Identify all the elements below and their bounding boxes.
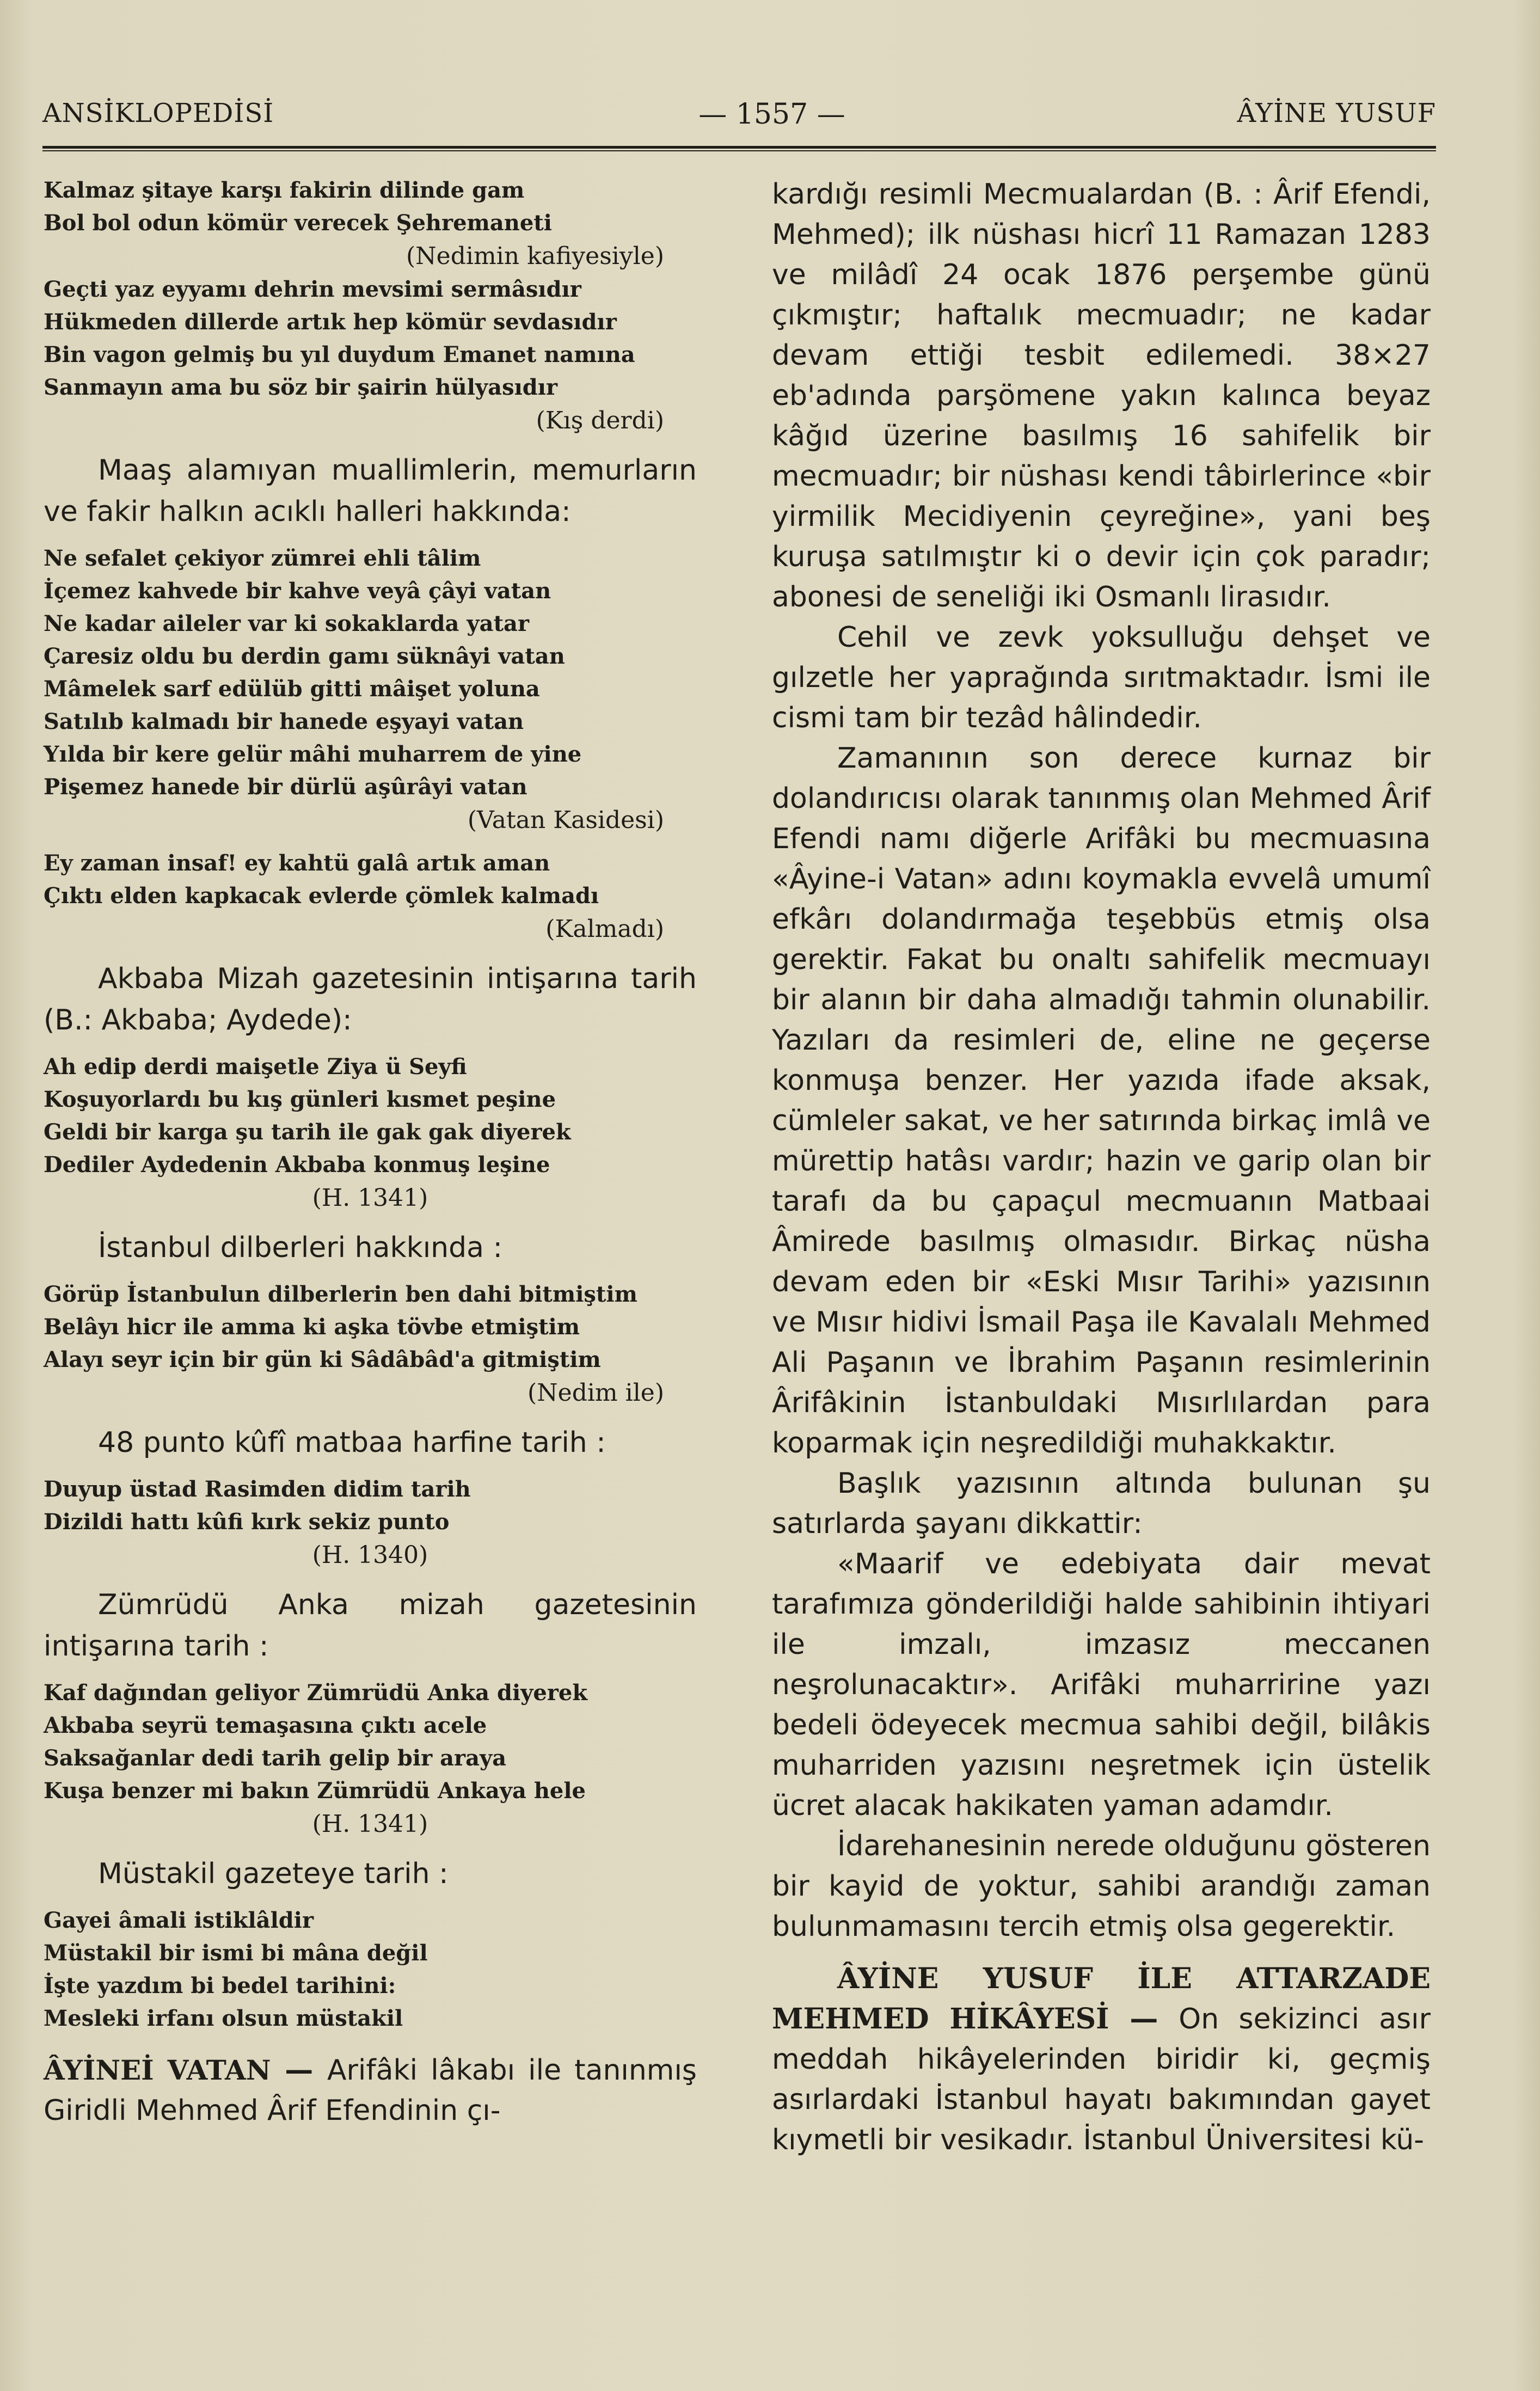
header-entry: ÂYİNE YUSUF <box>1237 98 1436 128</box>
page-header <box>42 93 1436 142</box>
verse-attribution: (Kalmadı) <box>545 915 664 943</box>
verse-line: Ey zaman insaf! ey kahtü galâ artık aman <box>44 850 550 876</box>
verse-attribution: (Nedimin kafiyesiyle) <box>406 242 664 270</box>
verse-line: Belâyı hicr ile amma ki aşka tövbe etmiştim <box>44 1314 580 1340</box>
paragraph: Cehil ve zevk yoksulluğu dehşet ve gılzetle her yaprağında sırıtmaktadır. İsmi ile cismi tam bir tezâd hâlindedir. <box>772 621 1431 734</box>
entry-heading: ÂYİNE YUSUF İLE ATTARZADE MEHMED HİKÂYESİ <box>772 1962 1431 2036</box>
verse-line: Kuşa benzer mi bakın Zümrüdü Ankaya hele <box>44 1778 586 1804</box>
verse-line: Çaresiz oldu bu derdin gamı süknâyi vatan <box>44 643 565 669</box>
verse-line: İşte yazdım bi bedel tarihini: <box>44 1973 396 1998</box>
verse-attribution: (Vatan Kasidesi) <box>467 806 664 834</box>
entry-dash: — <box>1109 2003 1179 2036</box>
verse-line: Ne kadar aileler var ki sokaklarda yatar <box>44 611 530 636</box>
verse-line: Alayı seyr için bir gün ki Sâdâbâd'a gitmiştim <box>44 1347 601 1372</box>
verse-block <box>44 273 697 438</box>
verse-attribution: (H. 1341) <box>312 1810 428 1838</box>
entry-ayine-yusuf <box>772 1959 1431 2160</box>
verse-attribution: (H. 1341) <box>312 1184 428 1212</box>
verse-line: Pişemez hanede bir dürlü aşûrâyi vatan <box>44 774 527 800</box>
verse-line: Ne sefalet çekiyor zümrei ehli tâlim <box>44 545 481 571</box>
verse-line: İçemez kahvede bir kahve veyâ çâyi vatan <box>44 578 551 604</box>
verse-block <box>44 1677 697 1841</box>
verse-line: Saksağanlar dedi tarih gelip bir araya <box>44 1745 507 1771</box>
verse-line: Hükmeden dillerde artık hep kömür sevdasıdır <box>44 309 617 335</box>
verse-block <box>44 542 697 837</box>
verse-line: Geldi bir karga şu tarih ile gak gak diyerek <box>44 1119 571 1145</box>
verse-line: Yılda bir kere gelür mâhi muharrem de yine <box>44 741 582 767</box>
section-intro: Müstakil gazeteye tarih : <box>98 1857 449 1890</box>
verse-line: Ah edip derdi maişetle Ziya ü Seyfi <box>44 1054 467 1080</box>
verse-line: Dediler Aydedenin Akbaba konmuş leşine <box>44 1152 550 1178</box>
left-column <box>44 174 697 2131</box>
verse-line: Akbaba seyrü temaşasına çıktı acele <box>44 1713 487 1738</box>
verse-line: Mâmelek sarf edülüb gitti mâişet yoluna <box>44 676 540 702</box>
verse-line: Dizildi hattı kûfi kırk sekiz punto <box>44 1509 450 1535</box>
verse-line: Geçti yaz eyyamı dehrin mevsimi sermâsıdır <box>44 277 581 302</box>
verse-block <box>44 1473 697 1572</box>
verse-line: Mesleki irfanı olsun müstakil <box>44 2006 403 2031</box>
verse-line: Bin vagon gelmiş bu yıl duydum Emanet namına <box>44 342 635 367</box>
verse-block <box>44 847 697 946</box>
paragraph: «Maarif ve edebiyata dair mevat tarafımıza gönderildiği halde sahibinin ihtiyari ile imzalı, imzasız meccanen neşrolunacaktır». Arifâki muharririne yazı bedeli ödeyecek mecmua sahibi değil, bilâkis muharriden yazısını neşretmek için üstelik ücret alacak hakikaten yaman adamdır. <box>772 1548 1431 1822</box>
verse-attribution: (Kış derdi) <box>536 407 664 434</box>
header-encyclopedia: ANSİKLOPEDİSİ <box>42 98 274 128</box>
page-number: — 1557 — <box>698 98 845 131</box>
section-intro: Akbaba Mizah gazetesinin intişarına tarih (B.: Akbaba; Aydede): <box>44 962 697 1037</box>
entry-dash: — <box>271 2054 327 2087</box>
verse-attribution: (H. 1340) <box>312 1541 428 1569</box>
verse-block <box>44 1051 697 1215</box>
paragraph: İdarehanesinin nerede olduğunu gösteren bir kayid de yoktur, sahibi arandığı zaman bulunmamasını tercih etmiş olsa gegerektir. <box>772 1830 1431 1943</box>
paragraph: Zamanının son derece kurnaz bir dolandırıcısı olarak tanınmış olan Mehmed Ârif Efendi namı diğerle Arifâki bu mecmuasına «Âyine-i Vatan» adını koymakla evvelâ umumî efkârı dolandırmağa teşebbüs etmiş olsa gerektir. Fakat bu onaltı sahifelik mecmuayı bir alanın bir daha almadığı tahmin olunabilir. Yazıları da resimleri de, eline ne geçerse konmuşa benzer. Her yazıda ifade aksak, cümleler sakat, ve her satırında birkaç imlâ ve mürettip hatâsı vardır; hazin ve garip olan bir tarafı da bu çapaçul mecmuanın Matbaai Âmirede basılmış olmasıdır. Birkaç nüsha devam eden bir «Eski Mısır Tarihi» yazısının ve Mısır hidivi İsmail Paşa ile Kavalalı Mehmed Ali Paşanın ve İbrahim Paşanın resimlerinin Ârifâkinin İstanbuldaki Mısırlılardan para koparmak için neşredildiği muhakkaktır. <box>772 742 1431 1460</box>
verse-attribution: (Nedim ile) <box>527 1379 664 1407</box>
entry-heading: ÂYİNEİ VATAN <box>44 2054 271 2086</box>
right-column <box>772 174 1431 2160</box>
verse-block <box>44 1904 697 2035</box>
entry-ayinei-vatan <box>44 2050 697 2131</box>
section-intro: İstanbul dilberleri hakkında : <box>98 1231 503 1264</box>
verse-line: Görüp İstanbulun dilberlerin ben dahi bitmiştim <box>44 1282 637 1307</box>
verse-line: Müstakil bir ismi bi mâna değil <box>44 1940 428 1966</box>
verse-line: Gayei âmali istiklâldir <box>44 1908 314 1933</box>
verse-block <box>44 174 697 273</box>
entry-text: Arifâki lâkabı ile tanınmış Giridli Mehmed Ârif Efendinin çı- <box>44 2054 697 2127</box>
verse-line: Bol bol odun kömür verecek Şehremaneti <box>44 210 552 236</box>
entry-text: On sekizinci asır meddah hikâyelerinden biridir ki, geçmiş asırlardaki İstanbul hayatı bakımından gayet kıymetli bir vesikadır. İstanbul Üniversitesi kü- <box>772 2003 1431 2156</box>
section-intro: Maaş alamıyan muallimlerin, memurların ve fakir halkın acıklı halleri hakkında: <box>44 454 697 528</box>
verse-line: Satılıb kalmadı bir hanede eşyayi vatan <box>44 709 524 734</box>
verse-line: Sanmayın ama bu söz bir şairin hülyasıdır <box>44 375 558 400</box>
verse-line: Kaf dağından geliyor Zümrüdü Anka diyerek <box>44 1680 588 1706</box>
verse-line: Koşuyorlardı bu kış günleri kısmet peşine <box>44 1087 556 1112</box>
header-rule <box>42 146 1436 151</box>
verse-line: Çıktı elden kapkacak evlerde çömlek kalmadı <box>44 883 599 909</box>
paragraph: Başlık yazısının altında bulunan şu satırlarda şayanı dikkattir: <box>772 1467 1431 1540</box>
verse-line: Duyup üstad Rasimden didim tarih <box>44 1476 471 1502</box>
paragraph: kardığı resimli Mecmualardan (B. : Ârif Efendi, Mehmed); ilk nüshası hicrî 11 Ramazan 1283 ve milâdî 24 ocak 1876 perşembe günü çıkmıştır; haftalık mecmuadır; ne kadar devam ettiği tesbit edilemedi. 38×27 eb'adında parşömene yakın kalınca beyaz kâğıd üzerine basılmış 16 sahifelik bir mecmuadır; bir nüshası kendi tâbirlerince «bir yirmilik Mecidiyenin çeyreğine», yani beş kuruşa satılmıştır ki o devir için çok paradır; abonesi de seneliği iki Osmanlı lirasıdır. <box>772 178 1431 614</box>
verse-block <box>44 1278 697 1410</box>
section-intro: 48 punto kûfî matbaa harfine tarih : <box>98 1426 606 1459</box>
verse-line: Kalmaz şitaye karşı fakirin dilinde gam <box>44 177 525 203</box>
section-intro: Zümrüdü Anka mizah gazetesinin intişarına tarih : <box>44 1589 697 1663</box>
